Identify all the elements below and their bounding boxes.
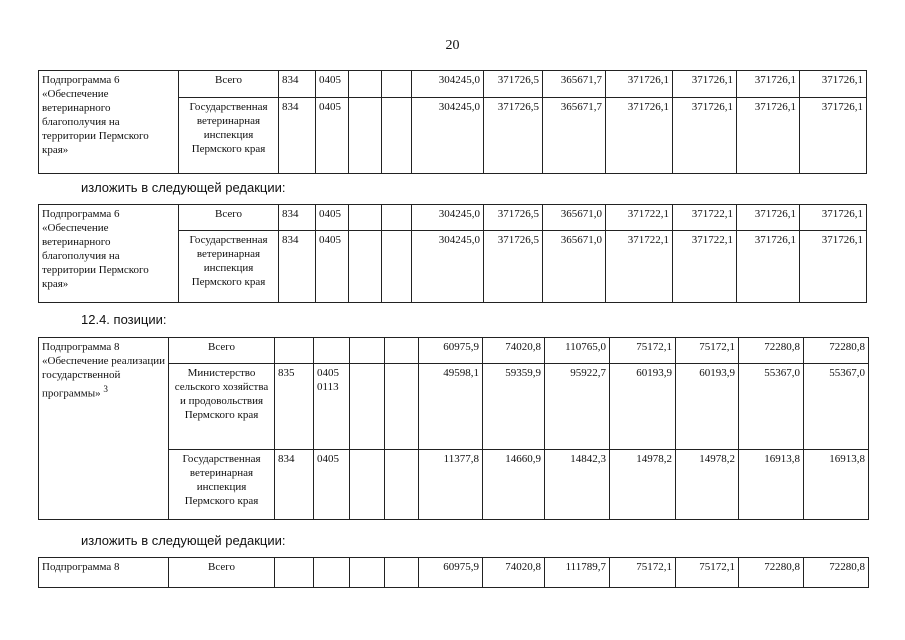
value-cell: 72280,8 [804,338,869,364]
table-subprogram8-old [38,337,869,520]
grbs-cell: 834 [279,71,316,98]
value-cell: 75172,1 [610,338,676,364]
subprogram-name: Подпрограмма 6 «Обеспечение ветеринарного благополучия на территории Пермского края» [39,71,179,174]
value-cell: 371726,1 [673,98,737,174]
table-row [39,558,869,588]
table-subprogram8-new [38,557,869,588]
csr-cell [349,98,382,174]
rzpr-cell [314,338,350,364]
csr-cell [349,231,382,303]
vr-cell [382,231,412,303]
value-cell: 371726,1 [606,98,673,174]
subprogram-name-text: Подпрограмма 8 «Обеспечение реализации государственной программы» [42,341,166,400]
value-cell: 95922,7 [545,364,610,450]
value-cell: 371722,1 [606,205,673,231]
vr-cell [385,558,419,588]
grbs-cell [275,338,314,364]
csr-cell [350,450,385,520]
footnote-marker: 3 [103,384,108,394]
value-cell: 72280,8 [739,558,804,588]
value-cell: 74020,8 [483,338,545,364]
value-cell: 74020,8 [483,558,545,588]
page-number: 20 [445,38,460,53]
value-cell: 365671,0 [543,231,606,303]
csr-cell [350,364,385,450]
value-cell: 371722,1 [673,205,737,231]
value-cell: 304245,0 [412,205,484,231]
value-cell: 60193,9 [610,364,676,450]
rzpr-cell: 0405 [316,231,349,303]
csr-cell [350,338,385,364]
executor-cell: Государственная ветеринарная инспекция Пермского края [179,231,279,303]
value-cell: 59359,9 [483,364,545,450]
value-cell: 371722,1 [606,231,673,303]
vr-cell [382,205,412,231]
value-cell: 371726,1 [737,205,800,231]
rzpr-cell [314,558,350,588]
value-cell: 371726,5 [484,71,543,98]
value-cell: 49598,1 [419,364,483,450]
executor-cell: Всего [169,338,275,364]
executor-cell: Министерство сельского хозяйства и продовольствия Пермского края [169,364,275,450]
value-cell: 365671,7 [543,71,606,98]
grbs-cell: 835 [275,364,314,450]
table-row [39,71,867,98]
grbs-cell: 834 [279,231,316,303]
value-cell: 371726,1 [737,98,800,174]
rzpr-cell: 0405 [316,71,349,98]
value-cell: 72280,8 [739,338,804,364]
rzpr-cell: 0405 0113 [314,364,350,450]
grbs-cell: 834 [279,205,316,231]
executor-cell: Государственная ветеринарная инспекция Пермского края [179,98,279,174]
value-cell: 111789,7 [545,558,610,588]
value-cell: 11377,8 [419,450,483,520]
value-cell: 365671,0 [543,205,606,231]
value-cell: 55367,0 [739,364,804,450]
value-cell: 75172,1 [610,558,676,588]
vr-cell [382,98,412,174]
value-cell: 371726,1 [673,71,737,98]
rzpr-cell: 0405 [316,205,349,231]
value-cell: 60193,9 [676,364,739,450]
value-cell: 75172,1 [676,338,739,364]
value-cell: 75172,1 [676,558,739,588]
executor-cell: Всего [179,71,279,98]
value-cell: 14978,2 [676,450,739,520]
value-cell: 72280,8 [804,558,869,588]
value-cell: 60975,9 [419,558,483,588]
vr-cell [382,71,412,98]
vr-cell [385,450,419,520]
value-cell: 371726,1 [800,231,867,303]
value-cell: 304245,0 [412,71,484,98]
subprogram-name: Подпрограмма 6 «Обеспечение ветеринарного благополучия на территории Пермского края» [39,205,179,303]
table-row [39,205,867,231]
executor-cell: Всего [169,558,275,588]
vr-cell [385,364,419,450]
table-subprogram6-old [38,70,867,174]
value-cell: 371726,5 [484,231,543,303]
value-cell: 60975,9 [419,338,483,364]
value-cell: 371726,1 [737,231,800,303]
value-cell: 304245,0 [412,231,484,303]
executor-cell: Государственная ветеринарная инспекция Пермского края [169,450,275,520]
value-cell: 55367,0 [804,364,869,450]
section-heading: 12.4. позиции: [81,312,167,327]
csr-cell [349,205,382,231]
value-cell: 371726,1 [800,205,867,231]
subprogram-name: Подпрограмма 8 [39,558,169,588]
amendment-note: изложить в следующей редакции: [81,533,286,548]
vr-cell [385,338,419,364]
rzpr-cell: 0405 [316,98,349,174]
value-cell: 16913,8 [739,450,804,520]
grbs-cell: 834 [275,450,314,520]
value-cell: 371726,1 [737,71,800,98]
csr-cell [350,558,385,588]
grbs-cell: 834 [279,98,316,174]
value-cell: 14842,3 [545,450,610,520]
value-cell: 304245,0 [412,98,484,174]
value-cell: 371726,5 [484,98,543,174]
value-cell: 365671,7 [543,98,606,174]
value-cell: 371726,1 [606,71,673,98]
subprogram-name [39,338,169,520]
value-cell: 14660,9 [483,450,545,520]
value-cell: 14978,2 [610,450,676,520]
table-row [39,338,869,364]
value-cell: 371726,5 [484,205,543,231]
csr-cell [349,71,382,98]
amendment-note: изложить в следующей редакции: [81,180,286,195]
value-cell: 371726,1 [800,98,867,174]
value-cell: 371726,1 [800,71,867,98]
table-subprogram6-new [38,204,867,303]
value-cell: 371722,1 [673,231,737,303]
value-cell: 16913,8 [804,450,869,520]
executor-cell: Всего [179,205,279,231]
grbs-cell [275,558,314,588]
rzpr-cell: 0405 [314,450,350,520]
value-cell: 110765,0 [545,338,610,364]
